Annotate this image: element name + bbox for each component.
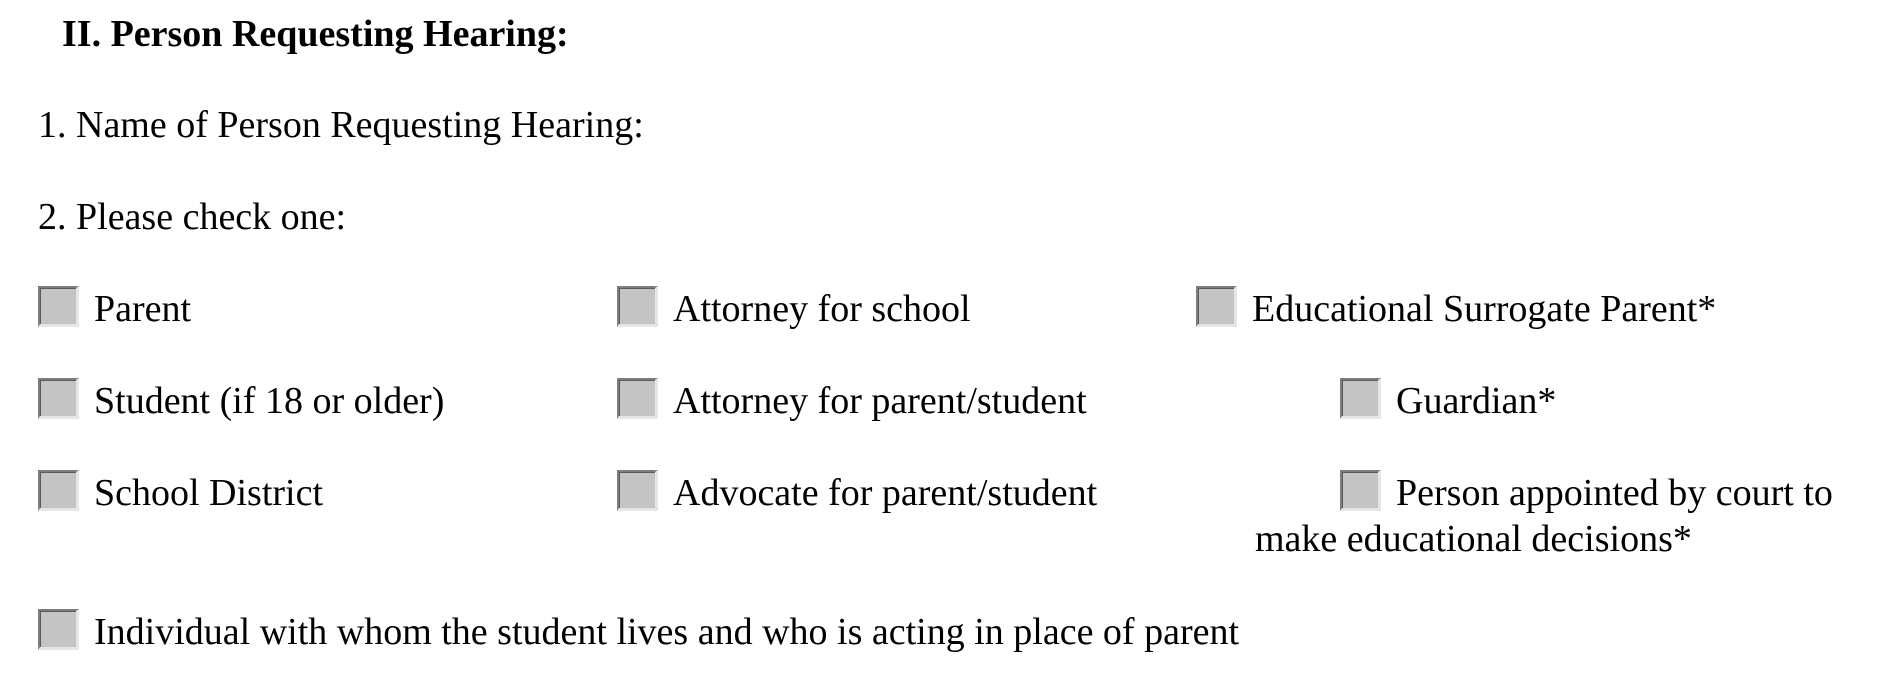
checkbox-court-appointed-person[interactable]: [1340, 470, 1381, 511]
option-educational-surrogate-parent-label: Educational Surrogate Parent*: [1252, 288, 1717, 330]
option-court-appointed-label-line2: make educational decisions*: [1255, 518, 1692, 560]
checkbox-attorney-for-school[interactable]: [617, 286, 658, 327]
question-2-label: 2. Please check one:: [38, 196, 347, 238]
checkbox-attorney-for-parent-student[interactable]: [617, 378, 658, 419]
question-1-label: 1. Name of Person Requesting Hearing:: [38, 104, 644, 146]
checkbox-educational-surrogate-parent[interactable]: [1196, 286, 1237, 327]
option-advocate-for-parent-student-label: Advocate for parent/student: [673, 472, 1098, 514]
option-guardian-label: Guardian*: [1396, 380, 1557, 422]
option-attorney-for-school-label: Attorney for school: [673, 288, 971, 330]
checkbox-school-district[interactable]: [38, 470, 79, 511]
checkbox-advocate-for-parent-student[interactable]: [617, 470, 658, 511]
option-individual-lives-with-student-label: Individual with whom the student lives and who is acting in place of parent: [94, 611, 1240, 653]
section-title: II. Person Requesting Hearing:: [62, 13, 569, 55]
checkbox-guardian[interactable]: [1340, 378, 1381, 419]
checkbox-student[interactable]: [38, 378, 79, 419]
option-attorney-for-parent-student-label: Attorney for parent/student: [673, 380, 1087, 422]
option-school-district-label: School District: [94, 472, 324, 514]
checkbox-parent[interactable]: [38, 286, 79, 327]
option-student-label: Student (if 18 or older): [94, 380, 445, 422]
option-parent-label: Parent: [94, 288, 192, 330]
checkbox-individual-lives-with-student[interactable]: [38, 609, 79, 650]
option-court-appointed-label-line1: Person appointed by court to: [1396, 472, 1833, 514]
